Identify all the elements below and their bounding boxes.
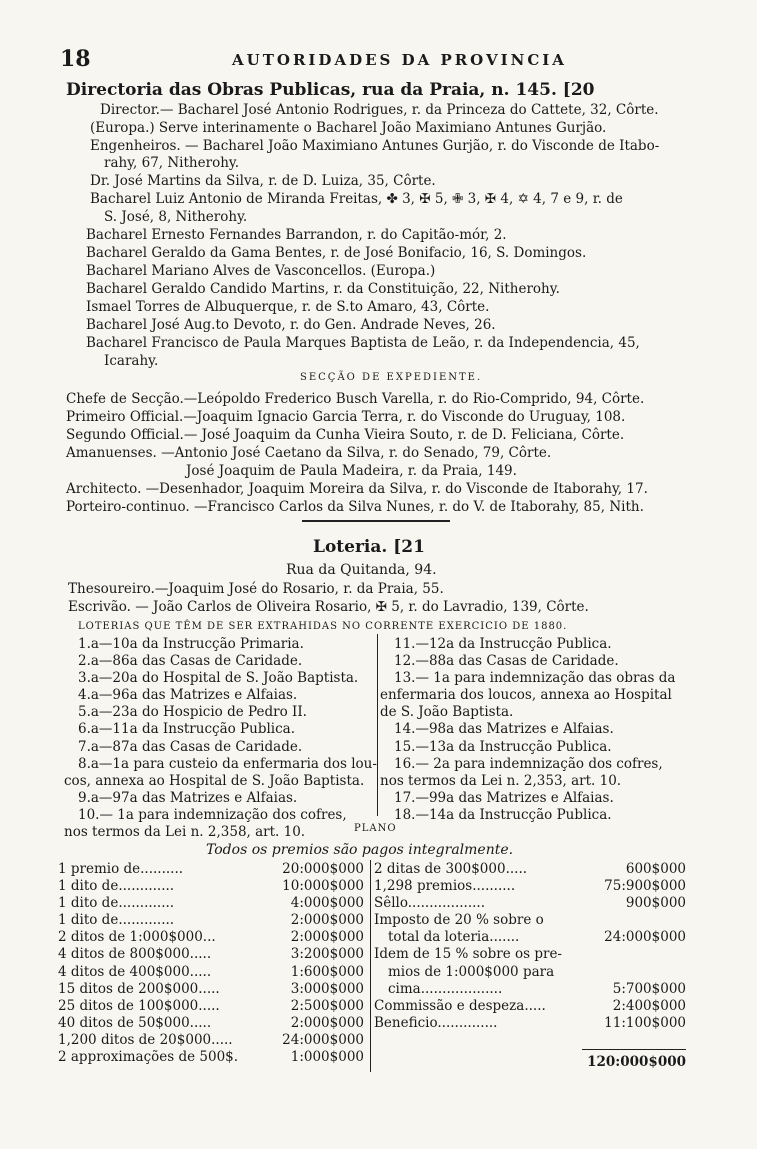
section-heading-expediente: SECÇÃO DE EXPEDIENTE. [300,372,483,383]
summary-value: 75:900$000 [604,878,686,895]
page-number: 18 [60,46,91,72]
prize-label: 2 ditos de 1:000$000... [58,929,216,946]
summary-label: mios de 1:000$000 para [388,963,555,980]
list-item: 5.a—23a do Hospicio de Pedro II. [78,704,307,721]
prize-value: 20:000$000 [282,861,364,877]
exp-line: Architecto. —Desenhador, Joaquim Moreira da Silva, r. do Visconde de Itaborahy, 17. [66,481,648,497]
list-item: 18.—14a da Instrucção Publica. [394,806,612,823]
summary-label: Sêllo.................. [374,895,486,912]
prize-value: 24:000$000 [282,1031,364,1048]
prize-row [58,1049,364,1066]
prize-value: 1:000$000 [290,1049,364,1066]
prize-label: 15 ditos de 200$000..... [58,980,220,997]
list-item: 3.a—20a do Hospital de S. João Baptista. [78,670,359,687]
prize-row [58,946,364,963]
summary-label: 1,298 premios.......... [374,878,516,895]
list-item: 4.a—96a das Matrizes e Alfaias. [78,687,298,704]
prize-value: 2:000$000 [290,912,364,929]
dir-line: Bacharel Mariano Alves de Vasconcellos. (Europa.) [86,263,436,279]
dir-line: Bacharel Francisco de Paula Marques Baptista de Leão, r. da Independencia, 45, [86,335,640,351]
prize-value: 3:200$000 [290,946,364,963]
summary-row [374,878,686,895]
prize-label: 40 ditos de 50$000..... [58,1014,212,1031]
summary-value: 600$000 [625,861,686,877]
plano-heading: PLANO [354,823,397,834]
list-item: 2.a—86a das Casas de Caridade. [78,653,303,670]
summary-label: total da loteria....... [388,929,520,946]
dir-line: Ismael Torres de Albuquerque, r. de S.to Amaro, 43, Côrte. [86,299,490,315]
prize-value: 3:000$000 [290,980,364,997]
list-item: enfermaria dos loucos, annexa ao Hospital [380,687,672,704]
list-item: nos termos da Lei n. 2,358, art. 10. [64,824,306,841]
exp-line: Chefe de Secção.—Leópoldo Frederico Busch Varella, r. do Rio-Comprido, 94, Côrte. [66,391,645,407]
prize-label: 1 premio de.......... [58,861,184,877]
exp-line: Amanuenses. —Antonio José Caetano da Silva, r. do Senado, 79, Côrte. [66,445,552,461]
running-title: AUTORIDADES DA PROVINCIA [232,51,567,69]
summary-label: Imposto de 20 % sobre o [374,912,544,929]
list-item: nos termos da Lei n. 2,353, art. 10. [380,772,622,789]
exp-line: Segundo Official.— José Joaquim da Cunha Vieira Souto, r. de D. Feliciana, Côrte. [66,427,625,443]
lot-line: Thesoureiro.—Joaquim José do Rosario, r. da Praia, 55. [68,581,444,597]
summary-row [374,946,686,963]
prize-label: 2 approximações de 500$. [58,1049,239,1066]
list-item: 8.a—1a para custeio da enfermaria dos lou- [78,755,377,772]
prize-row [58,878,364,895]
prize-row [58,981,364,998]
dir-line: Bacharel Geraldo Candido Martins, r. da Constituição, 22, Nitherohy. [86,281,560,297]
dir-line: rahy, 67, Nitherohy. [104,155,240,171]
prize-value: 4:000$000 [290,895,364,912]
prize-value: 2:000$000 [290,929,364,946]
summary-label: Commissão e despeza..... [374,997,546,1014]
section-title-directoria: Directoria das Obras Publicas, rua da Praia, n. 145. [20 [66,80,595,100]
list-item: 15.—13a da Instrucção Publica. [394,738,612,755]
prize-label: 25 ditos de 100$000..... [58,997,220,1014]
plano-total: 120:000$000 [587,1054,686,1070]
summary-row [374,912,686,929]
list-item: 1.a—10a da Instrucção Primaria. [78,636,304,652]
prize-row [58,964,364,981]
exp-line: José Joaquim de Paula Madeira, r. da Praia, 149. [186,463,517,479]
list-item: 16.— 2a para indemnização dos cofres, [394,755,663,772]
dir-line: S. José, 8, Nitherohy. [104,209,248,225]
summary-list [374,861,686,1032]
exp-line: Porteiro-continuo. —Francisco Carlos da Silva Nunes, r. do V. de Itaborahy, 85, Nith. [66,499,644,515]
prize-row [58,929,364,946]
prize-value: 2:500$000 [290,997,364,1014]
prize-row [58,861,364,878]
summary-row [374,861,686,878]
lot-line: Escrivão. — João Carlos de Oliveira Rosario, ✠ 5, r. do Lavradio, 139, Côrte. [68,599,589,615]
total-rule [582,1049,686,1050]
list-item: 13.— 1a para indemnização das obras da [394,670,676,687]
list-item: de S. João Baptista. [380,704,514,721]
dir-line: Bacharel José Aug.to Devoto, r. do Gen. Andrade Neves, 26. [86,317,496,333]
column-divider [377,634,378,816]
dir-line: Icarahy. [104,353,159,369]
summary-row [388,981,686,998]
dir-line: Director.— Bacharel José Antonio Rodrigues, r. da Princeza do Cattete, 32, Côrte. [100,102,659,118]
exp-line: Primeiro Official.—Joaquim Ignacio Garcia Terra, r. do Visconde do Uruguay, 108. [66,409,626,425]
list-item: 6.a—11a da Instrucção Publica. [78,721,296,738]
loterias-heading: LOTERIAS QUE TÊM DE SER EXTRAHIDAS NO CORRENTE EXERCICIO DE 1880. [78,621,568,632]
dir-line: Engenheiros. — Bacharel João Maximiano Antunes Gurjão, r. do Visconde de Itabo- [90,138,660,154]
list-item: 14.—98a das Matrizes e Alfaias. [394,721,614,738]
list-item: 11.—12a da Instrucção Publica. [394,636,612,652]
loteria-address: Rua da Quitanda, 94. [286,562,437,578]
prize-label: 1 dito de............. [58,912,175,929]
summary-row [388,929,686,946]
dir-line: Bacharel Luiz Antonio de Miranda Freitas, ✤ 3, ✠ 5, ✙ 3, ✠ 4, ✡ 4, 7 e 9, r. de [90,191,623,207]
dir-line: Bacharel Ernesto Fernandes Barrandon, r. do Capitão-mór, 2. [86,227,507,243]
summary-value: 11:100$000 [604,1014,686,1031]
summary-row [374,998,686,1015]
prize-row [58,912,364,929]
plano-column-divider [370,860,371,1072]
prize-label: 1 dito de............. [58,878,175,895]
summary-value: 24:000$000 [604,929,686,946]
prize-row [58,895,364,912]
summary-row [374,1015,686,1032]
prize-value: 2:000$000 [290,1014,364,1031]
prizes-list [58,861,364,1066]
summary-label: Idem de 15 % sobre os pre- [374,946,562,963]
dir-line: Dr. José Martins da Silva, r. de D. Luiza, 35, Côrte. [90,173,436,189]
summary-row [388,964,686,981]
prize-label: 1,200 ditos de 20$000..... [58,1031,233,1048]
prize-label: 4 ditos de 800$000..... [58,946,212,963]
section-divider [302,520,450,522]
list-item: 10.— 1a para indemnização dos cofres, [78,806,347,823]
summary-label: cima................... [388,980,503,997]
prize-row [58,998,364,1015]
dir-line: (Europa.) Serve interinamente o Bacharel João Maximiano Antunes Gurjão. [90,120,607,136]
prize-row [58,1015,364,1032]
loterias-right-column [380,636,702,824]
list-item: 17.—99a das Matrizes e Alfaias. [394,789,614,806]
list-item: 12.—88a das Casas de Caridade. [394,653,619,670]
summary-row [374,895,686,912]
summary-label: 2 ditas de 300$000..... [374,861,528,877]
summary-value: 2:400$000 [612,997,686,1014]
prize-value: 1:600$000 [290,963,364,980]
list-item: 9.a—97a das Matrizes e Alfaias. [78,789,298,806]
list-item: cos, annexa ao Hospital de S. João Baptista. [64,772,365,789]
prize-value: 10:000$000 [282,878,364,895]
list-item: 7.a—87a das Casas de Caridade. [78,738,303,755]
prize-row [58,1032,364,1049]
plano-subtitle: Todos os premios são pagos integralmente. [206,842,514,858]
dir-line: Bacharel Geraldo da Gama Bentes, r. de José Bonifacio, 16, S. Domingos. [86,245,587,261]
summary-value: 5:700$000 [612,980,686,997]
section-title-loteria: Loteria. [21 [313,537,425,557]
prize-label: 4 ditos de 400$000..... [58,963,212,980]
prize-label: 1 dito de............. [58,895,175,912]
summary-value: 900$000 [625,895,686,912]
summary-label: Beneficio.............. [374,1014,498,1031]
